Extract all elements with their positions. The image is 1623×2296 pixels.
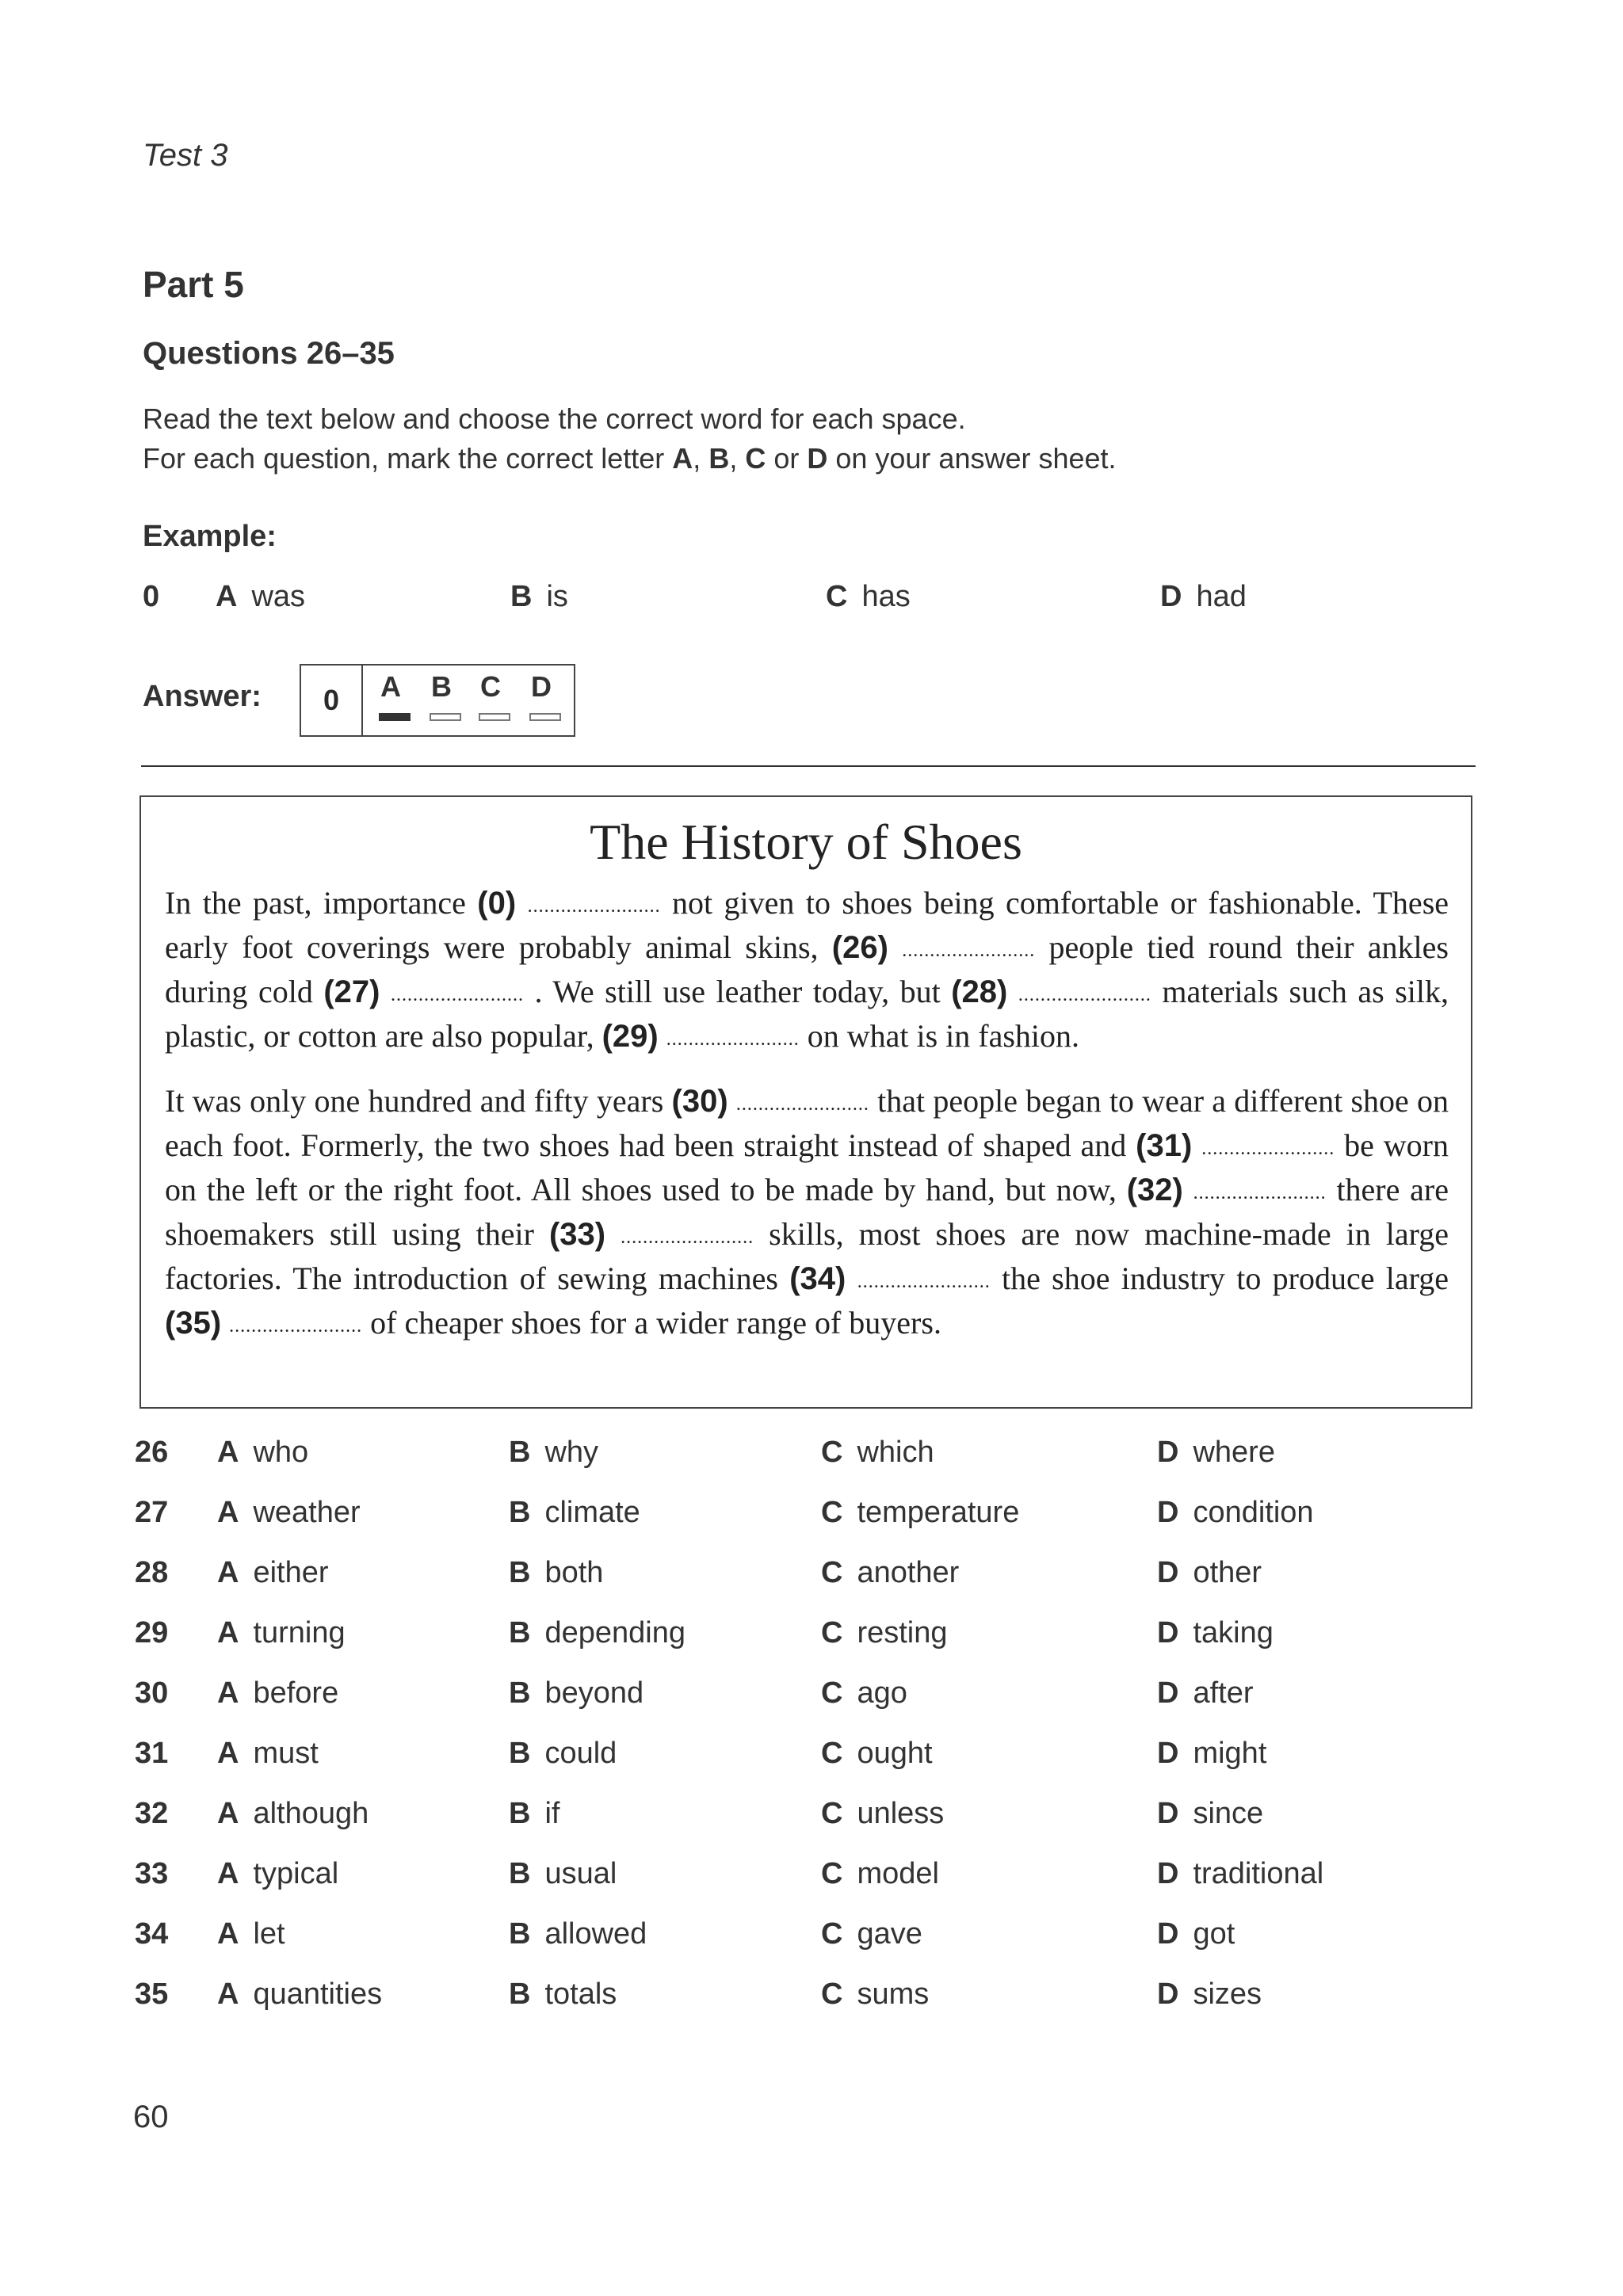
option-letter: C xyxy=(826,580,848,613)
question-option-d[interactable] xyxy=(1157,1797,1263,1831)
option-letter: B xyxy=(509,1857,531,1890)
option-letter: B xyxy=(509,1436,531,1469)
option-letter: A xyxy=(217,1797,239,1830)
gap-number: (29) xyxy=(601,1019,659,1054)
question-option-d[interactable] xyxy=(1157,1917,1235,1951)
question-options-list xyxy=(135,1436,1482,2038)
instruction-line-1: Read the text below and choose the correct word for each space. xyxy=(143,402,966,435)
passage-paragraph-2 xyxy=(165,1081,1449,1347)
questions-range: Questions 26–35 xyxy=(143,336,395,371)
passage-text-run: . We still use leather today, but xyxy=(524,974,952,1009)
option-word: before xyxy=(253,1676,339,1710)
option-word: weather xyxy=(253,1496,361,1529)
option-letter: D xyxy=(1157,1616,1179,1650)
question-row xyxy=(135,1556,1482,1616)
option-word: where xyxy=(1193,1436,1275,1469)
question-option-a[interactable] xyxy=(217,1616,346,1650)
question-option-d[interactable] xyxy=(1157,1496,1314,1530)
answer-letter-c: C xyxy=(480,670,501,703)
question-option-b[interactable] xyxy=(509,1556,603,1590)
option-letter: D xyxy=(1157,1737,1179,1770)
test-label: Test 3 xyxy=(143,138,228,173)
option-word: sizes xyxy=(1193,1978,1262,2011)
question-option-b[interactable] xyxy=(509,1496,640,1530)
gap-blank: ........................ xyxy=(1193,1183,1327,1203)
option-letter: B xyxy=(509,1616,531,1650)
instruction-text: For each question, mark the correct letter xyxy=(143,442,673,475)
instruction-separator: , xyxy=(693,442,709,475)
question-option-c[interactable] xyxy=(821,1857,939,1891)
question-option-d[interactable] xyxy=(1157,1436,1275,1470)
question-option-b[interactable] xyxy=(509,1616,685,1650)
option-letter: B xyxy=(509,1676,531,1710)
option-word: could xyxy=(544,1737,617,1770)
gap-blank: ........................ xyxy=(527,896,661,917)
option-letter: D xyxy=(1157,1917,1179,1951)
question-option-b[interactable] xyxy=(509,1676,643,1711)
gap-number: (35) xyxy=(165,1306,222,1341)
option-letter: C xyxy=(821,1737,843,1770)
option-letter: B xyxy=(509,1917,531,1951)
example-option-c xyxy=(826,580,911,614)
question-option-a[interactable] xyxy=(217,1978,382,2012)
option-word: taking xyxy=(1193,1616,1274,1650)
instruction-text: on your answer sheet. xyxy=(827,442,1117,475)
answer-mark-d[interactable] xyxy=(529,713,561,721)
gap-blank: ........................ xyxy=(621,1227,754,1248)
question-option-a[interactable] xyxy=(217,1556,329,1590)
option-letter: B xyxy=(510,580,533,613)
question-option-c[interactable] xyxy=(821,1436,934,1470)
question-option-d[interactable] xyxy=(1157,1737,1266,1771)
option-word: sums xyxy=(857,1978,930,2011)
option-letter: A xyxy=(217,1978,239,2011)
instruction-or: or xyxy=(766,442,808,475)
question-option-b[interactable] xyxy=(509,1737,617,1771)
passage-text-run: the shoe industry to produce large xyxy=(990,1261,1449,1296)
answer-number: 0 xyxy=(301,666,363,735)
option-word: is xyxy=(546,580,568,613)
question-row xyxy=(135,1917,1482,1978)
question-option-a[interactable] xyxy=(217,1737,319,1771)
option-word: turning xyxy=(253,1616,346,1650)
option-letter: D xyxy=(1157,1797,1179,1830)
option-word: unless xyxy=(857,1797,945,1830)
gap-number: (26) xyxy=(831,930,888,965)
option-letter: B xyxy=(509,1978,531,2011)
question-option-c[interactable] xyxy=(821,1616,948,1650)
question-option-b[interactable] xyxy=(509,1857,617,1891)
question-number: 26 xyxy=(135,1436,169,1469)
question-option-d[interactable] xyxy=(1157,1556,1262,1590)
question-option-a[interactable] xyxy=(217,1436,308,1470)
option-word: climate xyxy=(544,1496,640,1529)
option-letter: A xyxy=(217,1496,239,1529)
question-option-b[interactable] xyxy=(509,1978,617,2012)
part-title: Part 5 xyxy=(143,264,244,305)
option-word: both xyxy=(544,1556,604,1589)
question-option-d[interactable] xyxy=(1157,1676,1254,1711)
question-option-c[interactable] xyxy=(821,1737,933,1771)
option-letter: D xyxy=(1157,1556,1179,1589)
option-letter: C xyxy=(821,1616,843,1650)
gap-number: (33) xyxy=(548,1217,606,1252)
gap-blank: ........................ xyxy=(1201,1138,1335,1159)
option-letter: B xyxy=(509,1556,531,1589)
option-word: typical xyxy=(253,1857,339,1890)
passage-text-run: on what is in fashion. xyxy=(799,1018,1080,1054)
question-number: 35 xyxy=(135,1978,169,2011)
gap-number: (28) xyxy=(951,974,1008,1009)
question-option-c[interactable] xyxy=(821,1496,1019,1530)
option-word: had xyxy=(1196,580,1247,613)
gap-number: (32) xyxy=(1126,1173,1183,1207)
passage-box xyxy=(139,795,1472,1409)
option-word: totals xyxy=(544,1978,617,2011)
option-word: ago xyxy=(857,1676,907,1710)
option-letter: D xyxy=(1157,1436,1179,1469)
question-number: 29 xyxy=(135,1616,169,1650)
option-letter: C xyxy=(821,1917,843,1951)
option-word: traditional xyxy=(1193,1857,1324,1890)
option-word: usual xyxy=(544,1857,617,1890)
option-letter: A xyxy=(217,1676,239,1710)
option-word: model xyxy=(857,1857,939,1890)
question-number: 28 xyxy=(135,1556,169,1589)
question-row xyxy=(135,1496,1482,1556)
question-number: 32 xyxy=(135,1797,169,1830)
answer-mark-c[interactable] xyxy=(479,713,510,721)
passage-paragraph-1 xyxy=(165,883,1449,1060)
option-letter: D xyxy=(1157,1496,1179,1529)
option-word: either xyxy=(253,1556,329,1589)
question-option-c[interactable] xyxy=(821,1797,944,1831)
answer-letter-a: A xyxy=(380,670,401,703)
question-option-a[interactable] xyxy=(217,1857,338,1891)
question-option-d[interactable] xyxy=(1157,1616,1274,1650)
passage-text-run: skills, most shoes are now machine-made in large factories. The introduction of sewing machines xyxy=(165,1216,1449,1296)
question-option-d[interactable] xyxy=(1157,1978,1262,2012)
option-word: was xyxy=(251,580,306,613)
gap-blank: ........................ xyxy=(391,985,524,1005)
option-word: has xyxy=(861,580,911,613)
option-word: why xyxy=(544,1436,599,1469)
passage-text-run: that people began to wear a different shoe on each foot. Formerly, the two shoes had been straight instead of shaped and xyxy=(165,1083,1449,1163)
passage-title: The History of Shoes xyxy=(590,814,1022,870)
gap-number: (30) xyxy=(671,1084,728,1119)
question-option-b[interactable] xyxy=(509,1917,647,1951)
gap-blank: ........................ xyxy=(229,1316,363,1337)
question-option-c[interactable] xyxy=(821,1978,929,2012)
option-word: temperature xyxy=(857,1496,1020,1529)
option-letter: A xyxy=(217,1857,239,1890)
question-option-a[interactable] xyxy=(217,1797,369,1831)
question-option-a[interactable] xyxy=(217,1676,338,1711)
instruction-letter-d: D xyxy=(807,442,828,475)
option-letter: B xyxy=(509,1737,531,1770)
question-option-a[interactable] xyxy=(217,1917,285,1951)
option-letter: C xyxy=(821,1496,843,1529)
option-word: if xyxy=(544,1797,560,1830)
question-option-a[interactable] xyxy=(217,1496,361,1530)
gap-number: (34) xyxy=(789,1261,846,1296)
passage-text-run: be worn on the left or the right foot. All shoes used to be made by hand, but now, xyxy=(165,1127,1449,1207)
option-word: other xyxy=(1193,1556,1262,1589)
gap-blank: ........................ xyxy=(666,1029,800,1050)
instruction-letter-b: B xyxy=(708,442,730,475)
option-letter: C xyxy=(821,1857,843,1890)
gap-number: (0) xyxy=(477,886,517,921)
option-letter: C xyxy=(821,1978,843,2011)
option-letter: A xyxy=(216,580,238,613)
example-option-a xyxy=(216,580,305,614)
answer-letter-b: B xyxy=(431,670,452,703)
answer-label: Answer: xyxy=(143,680,262,713)
example-option-d xyxy=(1160,580,1247,614)
answer-grid xyxy=(300,664,575,737)
question-option-d[interactable] xyxy=(1157,1857,1323,1891)
section-divider xyxy=(141,765,1476,767)
option-word: ought xyxy=(857,1737,933,1770)
question-row xyxy=(135,1797,1482,1857)
answer-mark-a[interactable] xyxy=(379,713,411,721)
option-word: must xyxy=(253,1737,319,1770)
example-number: 0 xyxy=(143,580,160,613)
gap-number: (31) xyxy=(1136,1128,1193,1163)
example-option-b xyxy=(510,580,568,614)
option-letter: D xyxy=(1157,1857,1179,1890)
option-word: another xyxy=(857,1556,960,1589)
option-word: beyond xyxy=(544,1676,644,1710)
question-row xyxy=(135,1857,1482,1917)
question-row xyxy=(135,1616,1482,1676)
question-option-c[interactable] xyxy=(821,1676,907,1711)
option-letter: A xyxy=(217,1737,239,1770)
question-option-b[interactable] xyxy=(509,1797,559,1831)
passage-text-run: there are shoemakers still using their xyxy=(165,1172,1449,1252)
passage-text-run: It was only one hundred and fifty years xyxy=(165,1083,672,1119)
gap-blank: ........................ xyxy=(857,1272,991,1292)
instruction-letter-c: C xyxy=(745,442,766,475)
option-letter: D xyxy=(1157,1676,1179,1710)
option-word: resting xyxy=(857,1616,948,1650)
option-word: allowed xyxy=(544,1917,647,1951)
answer-mark-b[interactable] xyxy=(430,713,461,721)
option-letter: C xyxy=(821,1556,843,1589)
option-letter: C xyxy=(821,1676,843,1710)
passage-text-run: In the past, importance xyxy=(165,885,478,921)
question-number: 31 xyxy=(135,1737,169,1770)
option-word: depending xyxy=(544,1616,685,1650)
question-option-c[interactable] xyxy=(821,1917,922,1951)
option-word: who xyxy=(253,1436,309,1469)
question-option-c[interactable] xyxy=(821,1556,959,1590)
question-number: 30 xyxy=(135,1676,169,1710)
option-letter: C xyxy=(821,1436,843,1469)
instruction-letter-a: A xyxy=(672,442,693,475)
gap-number: (27) xyxy=(323,974,380,1009)
option-word: might xyxy=(1193,1737,1267,1770)
passage-text-run: materials such as silk, plastic, or cotton are also popular, xyxy=(165,974,1449,1054)
instruction-line-2 xyxy=(143,442,1117,475)
answer-letter-d: D xyxy=(531,670,552,703)
gap-blank: ........................ xyxy=(1018,985,1151,1005)
option-letter: D xyxy=(1160,580,1182,613)
question-row xyxy=(135,1978,1482,2038)
question-option-b[interactable] xyxy=(509,1436,598,1470)
option-letter: A xyxy=(217,1616,239,1650)
question-number: 34 xyxy=(135,1917,169,1951)
option-letter: C xyxy=(821,1797,843,1830)
option-letter: B xyxy=(509,1797,531,1830)
passage-text-run: not given to shoes being comfortable or fashionable. These early foot coverings were probably animal skins, xyxy=(165,885,1449,965)
option-letter: A xyxy=(217,1917,239,1951)
option-word: condition xyxy=(1193,1496,1314,1529)
question-number: 27 xyxy=(135,1496,169,1529)
instruction-separator: , xyxy=(729,442,746,475)
option-word: since xyxy=(1193,1797,1264,1830)
gap-blank: ........................ xyxy=(902,940,1036,961)
example-row xyxy=(143,580,1490,620)
option-word: gave xyxy=(857,1917,922,1951)
option-word: which xyxy=(857,1436,934,1469)
page-number: 60 xyxy=(133,2100,169,2134)
option-word: after xyxy=(1193,1676,1254,1710)
gap-blank: ........................ xyxy=(735,1094,869,1115)
question-row xyxy=(135,1737,1482,1797)
passage-text-run: of cheaper shoes for a wider range of buyers. xyxy=(362,1305,941,1341)
option-letter: B xyxy=(509,1496,531,1529)
option-word: although xyxy=(253,1797,369,1830)
passage-text-run: people tied round their ankles during cold xyxy=(165,929,1449,1009)
passage-text xyxy=(165,883,1449,1367)
option-letter: A xyxy=(217,1556,239,1589)
example-label: Example: xyxy=(143,520,277,553)
option-word: let xyxy=(253,1917,285,1951)
option-word: quantities xyxy=(253,1978,383,2011)
question-row xyxy=(135,1676,1482,1737)
option-letter: D xyxy=(1157,1978,1179,2011)
question-number: 33 xyxy=(135,1857,169,1890)
question-row xyxy=(135,1436,1482,1496)
option-letter: A xyxy=(217,1436,239,1469)
option-word: got xyxy=(1193,1917,1235,1951)
